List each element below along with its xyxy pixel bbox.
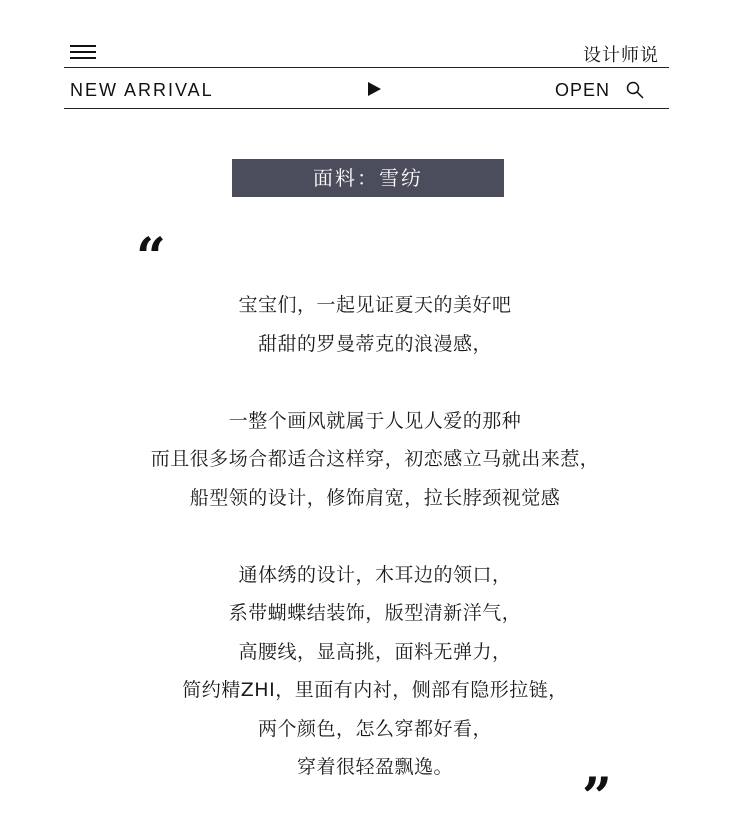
- description-line: 简约精ZHI，里面有内衬，侧部有隐形拉链，: [182, 679, 568, 701]
- description-line: [0, 363, 750, 402]
- description-line: 船型领的设计，修饰肩宽，拉长脖颈视觉感: [189, 486, 561, 509]
- description-line: 一整个画风就属于人见人爱的那种: [228, 409, 522, 432]
- hamburger-icon[interactable]: [70, 45, 96, 61]
- new-arrival-label: NEW ARRIVAL: [70, 80, 214, 100]
- nav-bar: [64, 68, 669, 108]
- open-button[interactable]: OPEN: [555, 80, 611, 100]
- play-icon[interactable]: [368, 82, 381, 96]
- description-line: 甜甜的罗曼蒂克的浪漫感，: [257, 332, 492, 355]
- nav-divider: [64, 108, 669, 109]
- description-line: 穿着很轻盈飘逸。: [296, 756, 453, 778]
- fabric-label: 面料：雪纺: [232, 159, 504, 197]
- description-line: 两个颜色，怎么穿都好看，: [257, 717, 492, 740]
- description-line: 高腰线，显高挑，面料无弹力，: [238, 640, 512, 663]
- description-line: 宝宝们，一起见证夏天的美好吧: [238, 294, 512, 316]
- top-bar: [64, 38, 669, 68]
- description-line: [0, 517, 750, 556]
- description-line: 系带蝴蝶结装饰，版型清新洋气，: [228, 602, 522, 624]
- open-quote-mark: “: [136, 227, 166, 288]
- search-icon[interactable]: [626, 81, 644, 99]
- product-description: [0, 286, 750, 787]
- description-line: 通体绣的设计，木耳边的领口，: [238, 563, 512, 586]
- designer-says-label: 设计师说: [583, 45, 659, 66]
- description-line: 而且很多场合都适合这样穿，初恋感立马就出来惹，: [150, 448, 600, 470]
- close-quote-mark: ”: [582, 767, 612, 828]
